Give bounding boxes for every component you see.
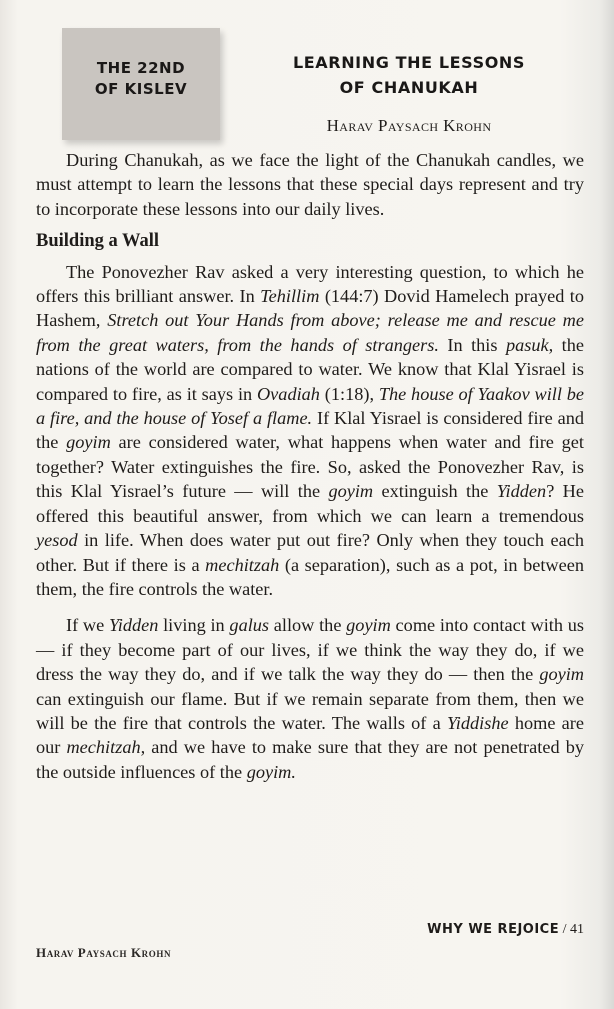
date-line-1: THE 22ND [96, 59, 186, 77]
page-number: 41 [570, 922, 584, 937]
running-footer [352, 922, 584, 938]
date-line-2: OF KISLEV [94, 80, 188, 98]
article-title [236, 50, 582, 100]
footer-author: Harav Paysach Krohn [36, 945, 172, 960]
title-line-2: OF CHANUKAH [339, 78, 479, 97]
date-label [62, 58, 220, 100]
section-heading: Building a Wall [36, 231, 160, 252]
article-body [36, 148, 584, 784]
intro-paragraph: During Chanukah, as we face the light of the Chanukah candles, we must attempt to learn the lessons that these special days represent and try to incorporate these lessons into our daily lives. [36, 150, 584, 219]
article-author: Harav Paysach Krohn [326, 116, 492, 135]
title-line-1: LEARNING THE LESSONS [292, 53, 526, 72]
paragraph-2: The Ponovezher Rav asked a very interesting question, to which he offers this brilliant answer. In Tehillim (144:7) Dovid Hamelech prayed to Hashem, Stretch out Your Hands from above; release me and rescue me from the great waters, from the hands of strangers. In this pasuk, the nations of the world are compared to water. We know that Klal Yisrael is compared to fire, as it says in Ovadiah (1:18), The house of Yaakov will be a fire, and the house of Yosef a flame. If Klal Yisrael is considered fire and the goyim are considered water, what happens when water and fire get together? Water extinguishes the fire. So, asked the Ponovezher Rav, is this Klal Yisrael’s future — will the goyim extinguish the Yidden? He offered this beautiful answer, from which we can learn a tremendous yesod in life. When does water put out fire? Only when they touch each other. But if there is a mechitzah (a separation), such as a pot, in between them, the fire controls the water. [36, 261, 585, 599]
book-title: WHY WE REJOICE [427, 922, 560, 937]
page-separator: / [559, 922, 570, 937]
date-box [62, 28, 220, 140]
paragraph-3: If we Yidden living in galus allow the goyim come into contact with us — if they become part of our lives, if we think the way they do, if we dress the way they do, and if we talk the way they do — then the goyim can extinguish our flame. But if we remain separate from them, then we will be the fire that controls the water. The walls of a Yiddishe home are our mechitzah, and we have to make sure that they are not penetrated by the outside influences of the goyim. [36, 615, 585, 782]
